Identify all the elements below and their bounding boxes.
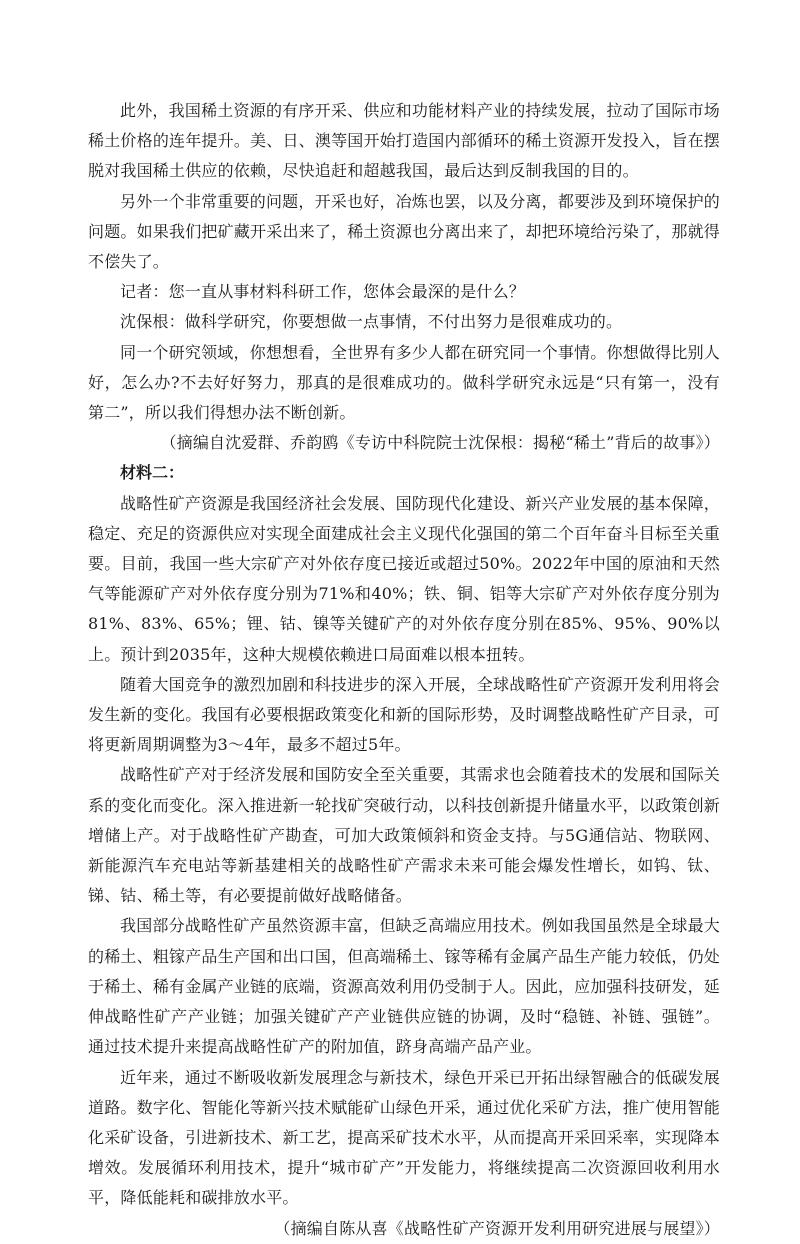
paragraph-green-mining: 近年来，通过不断吸收新发展理念与新技术，绿色开采已开拓出绿智融合的低碳发展道路。数字化、智能化等新兴技术赋能矿山绿色开采，通过优化采矿方法，推广使用智能化采矿设备，引进新技术、新工艺，提高采矿技术水平，从而提高开采回采率，实现降本增效。发展循环利用技术，提升“城市矿产”开发能力，将继续提高二次资源回收利用水平，降低能耗和碳排放水平。 [88,1067,720,1208]
source-citation-1: （摘编自沈爱群、乔韵鸥《专访中科院院士沈保根：揭秘“稀土”背后的故事》） [160,433,720,453]
material-2-heading: 材料二： [120,463,185,483]
paragraph-environment: 另外一个非常重要的问题，开采也好，冶炼也罢，以及分离，都要涉及到环境保护的问题。如果我们把矿藏开采出来了，稀土资源也分离出来了，却把环境给污染了，那就得不偿失了。 [88,191,720,272]
paragraph-high-end-tech: 我国部分战略性矿产虽然资源丰富，但缺乏高端应用技术。例如我国虽然是全球最大的稀土、粗镓产品生产国和出口国，但高端稀土、镓等稀有金属产品生产能力较低，仍处于稀土、稀有金属产业链的底端，资源高效利用仍受制于人。因此，应加强科技研发，延伸战略性矿产产业链；加强关键矿产产业链供应链的协调，及时“稳链、补链、强链”。通过技术提升来提高战略性矿产的附加值，跻身高端产品产业。 [88,916,720,1057]
paragraph-exploration: 战略性矿产对于经济发展和国防安全至关重要，其需求也会随着技术的发展和国际关系的变化而变化。深入推进新一轮找矿突破行动，以科技创新提升储量水平，以政策创新增储上产。对于战略性矿产勘查，可加大政策倾斜和资金支持。与5G通信站、物联网、新能源汽车充电站等新基建相关的战略性矿产需求未来可能会爆发性增长，如钨、钛、锑、钴、稀土等，有必要提前做好战略储备。 [88,765,720,906]
paragraph-catalog-update: 随着大国竞争的激烈加剧和科技进步的深入开展，全球战略性矿产资源开发利用将会发生新的变化。我国有必要根据政策变化和新的国际形势，及时调整战略性矿产目录，可将更新周期调整为3～4年，最多不超过5年。 [88,674,720,755]
paragraph-innovation: 同一个研究领域，你想想看，全世界有多少人都在研究同一个事情。你想做得比别人好，怎么办?不去好好努力，那真的是很难成功的。做科学研究永远是“只有第一，没有第二”，所以我们得想办法不断创新。 [88,342,720,423]
paragraph-reporter-question: 记者：您一直从事材料科研工作，您体会最深的是什么？ [120,282,526,302]
paragraph-rare-earth-prices: 此外，我国稀土资源的有序开采、供应和功能材料产业的持续发展，拉动了国际市场稀土价格的连年提升。美、日、澳等国开始打造国内部循环的稀土资源开发投入，旨在摆脱对我国稀土供应的依赖，尽快追赶和超越我国，最后达到反制我国的目的。 [88,101,720,181]
paragraph-shen-answer: 沈保根：做科学研究，你要想做一点事情，不付出努力是很难成功的。 [120,312,623,332]
source-citation-2: （摘编自陈从喜《战略性矿产资源开发利用研究进展与展望》） [274,1218,720,1238]
document-page [88,96,720,1244]
paragraph-strategic-minerals: 战略性矿产资源是我国经济社会发展、国防现代化建设、新兴产业发展的基本保障，稳定、充足的资源供应对实现全面建成社会主义现代化强国的第二个百年奋斗目标至关重要。目前，我国一些大宗矿产对外依存度已接近或超过50%。2022年中国的原油和天然气等能源矿产对外依存度分别为71%和40%；铁、铜、铝等大宗矿产对外依存度分别为81%、83%、65%；锂、钴、镍等关键矿产的对外依存度分别在85%、95%、90%以上。预计到2035年，这种大规模依赖进口局面难以根本扭转。 [88,493,720,664]
